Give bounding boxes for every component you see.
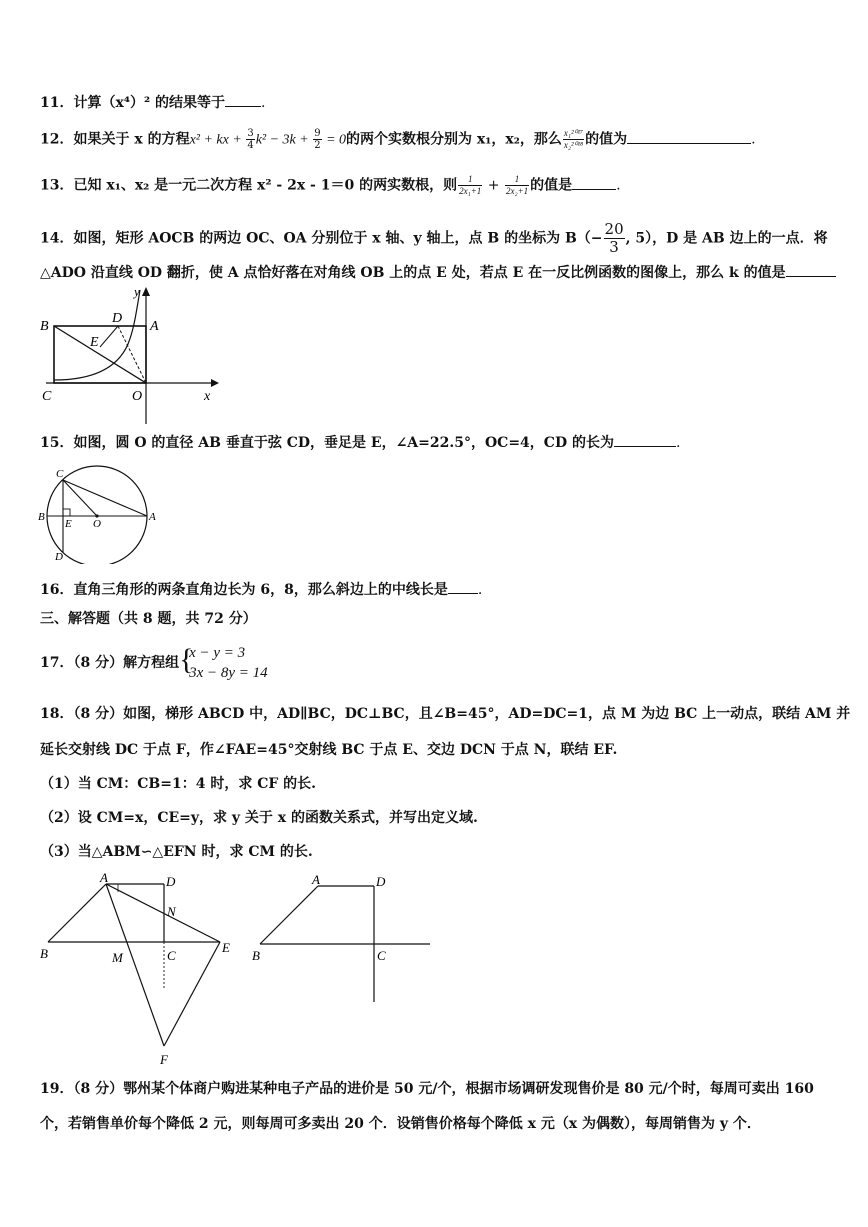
question-16: 16．直角三角形的两条直角边长为 6，8，那么斜边上的中线长是 . — [40, 579, 482, 600]
question-13: 13．已知 x₁、x₂ 是一元二次方程 x² - 2x - 1＝0 的两实数根，则 $\frac{1}{\text{2x₁+1}}$ + $\frac{1}{\text{2x₂+1}}$ 的值是 . — [40, 174, 621, 196]
q11-text: 11．计算（x⁴）² 的结果等于 — [40, 95, 225, 111]
q13-prefix: 13．已知 x₁、x₂ 是一元二次方程 x² - 2x - 1＝0 的两实数根，则 — [40, 177, 458, 194]
q14-label-A: A — [150, 319, 159, 334]
q18f1-label-C: C — [167, 948, 176, 963]
section-3-heading: 三、解答题（共 8 题，共 72 分） — [40, 611, 257, 627]
q15-label-C: C — [56, 468, 64, 480]
q14-figure — [36, 284, 226, 426]
q14-label-O: O — [132, 389, 143, 404]
q18f1-label-E: E — [222, 940, 230, 955]
q18-figure-1 — [36, 870, 246, 1066]
q15-label-D: D — [55, 551, 63, 563]
q13-plus: + — [483, 177, 504, 194]
q18f2-label-B: B — [252, 948, 260, 963]
q16-answer-blank — [448, 579, 478, 594]
q15-label-O: O — [93, 518, 101, 530]
q15-label-E: E — [65, 518, 72, 530]
q14-line2: △ADO 沿直线 OD 翻折，使 A 点恰好落在对角线 OB 上的点 E 处，若点 E 在一反比例函数的图像上，那么 k 的值是 — [40, 265, 786, 281]
q18-line2: 延长交射线 DC 于点 F，作∠FAE=45°交射线 BC 于点 E、交边 DCN 于点 N，联结 EF. — [40, 742, 618, 758]
q12-suffix: 的值为 — [585, 131, 628, 148]
q15-label-A: A — [149, 511, 156, 523]
q14-line1b: , 5），D 是 AB 边上的一点．将 — [625, 230, 828, 247]
q14-answer-blank — [786, 262, 836, 277]
q15-figure — [36, 464, 166, 564]
q18f2-label-C: C — [377, 948, 386, 963]
q12-answer-blank — [627, 129, 751, 144]
q14-label-D: D — [112, 311, 123, 326]
q12-prefix: 12．如果关于 x 的方程 — [40, 131, 190, 148]
q13-frac-a: $\frac{1}{\text{2x₁+1}}$ — [459, 174, 482, 196]
question-14-line1 — [40, 221, 828, 256]
q18f2-label-D: D — [376, 874, 386, 889]
question-12: 12．如果关于 x 的方程x² + kx + $\frac{3}{4}$ k² − 3k + $\frac{9}{2}$ = 0的两个实数根分别为 x₁，x₂，那么 $\frac{\text{x₁²⁰¹⁷}}{\text{x₂²⁰¹⁸}}$ 的值为 . — [40, 128, 756, 151]
q12-eq-b: k² − 3k + — [255, 132, 313, 148]
q12-frac-9-2: $\frac{9}{2}$ — [314, 128, 321, 151]
question-14-line2 — [40, 262, 836, 283]
q11-answer-blank — [225, 92, 261, 107]
q14-label-x: x — [204, 389, 211, 404]
q18f1-label-N: N — [167, 904, 176, 919]
q18f1-label-B: B — [40, 946, 48, 961]
q15-label-B: B — [38, 511, 45, 523]
q14-label-E: E — [90, 335, 99, 350]
question-15: 15．如图，圆 O 的直径 AB 垂直于弦 CD，垂足是 E，∠A=22.5°，OC=4，CD 的长为 . — [40, 432, 680, 453]
q14-label-y: y — [134, 284, 140, 299]
q13-suffix: 的值是 — [530, 177, 573, 194]
q19-line2: 个，若销售单价每个降低 2 元，则每周可多卖出 20 个．设销售价格每个降低 x 元（x 为偶数），每周销售为 y 个． — [40, 1116, 761, 1132]
q14-line1a: 14．如图，矩形 AOCB 的两边 OC、OA 分别位于 x 轴、y 轴上，点 B 的坐标为 B（− — [40, 230, 603, 247]
q14-label-C: C — [42, 389, 52, 404]
q12-frac-3-4: $\frac{3}{4}$ — [247, 128, 254, 151]
q12-eq-a: x² + kx + — [189, 132, 246, 148]
q14-coord-frac: $\frac{20}{3}$ — [604, 220, 624, 256]
q18-figure-2 — [246, 870, 436, 1010]
question-17 — [40, 642, 268, 684]
q18f1-label-A: A — [100, 870, 108, 885]
q15-answer-blank — [614, 432, 676, 447]
q13-frac-b: $\frac{1}{\text{2x₂+1}}$ — [505, 174, 529, 196]
q18-sub3: （3）当△ABM∽△EFN 时，求 CM 的长. — [40, 844, 313, 860]
q19-line1: 19．（8 分）鄂州某个体商户购进某种电子产品的进价是 50 元/个，根据市场调研发现售价是 80 元/个时，每周可卖出 160 — [40, 1081, 814, 1097]
q15-text: 15．如图，圆 O 的直径 AB 垂直于弦 CD，垂足是 E，∠A=22.5°，OC=4，CD 的长为 — [40, 435, 614, 451]
q18-sub1: （1）当 CM：CB=1：4 时，求 CF 的长. — [40, 776, 317, 792]
q18f1-label-D: D — [166, 874, 176, 889]
q17-equation-system: { x − y = 3 3x − 8y = 14 — [179, 643, 268, 681]
question-11: 11．计算（x⁴）² 的结果等于 . — [40, 92, 265, 113]
q14-label-B: B — [40, 319, 49, 334]
q18-sub2: （2）设 CM=x，CE=y，求 y 关于 x 的函数关系式，并写出定义域. — [40, 810, 478, 826]
q16-text: 16．直角三角形的两条直角边长为 6，8，那么斜边上的中线长是 — [40, 582, 448, 598]
q12-middle: 的两个实数根分别为 x₁，x₂，那么 — [346, 131, 562, 148]
q18-line1: 18．（8 分）如图，梯形 ABCD 中，AD∥BC，DC⊥BC，且∠B=45°，AD=DC=1，点 M 为边 BC 上一动点，联结 AM 并 — [40, 706, 851, 722]
q12-frac-x1-x2: $\frac{\text{x₁²⁰¹⁷}}{\text{x₂²⁰¹⁸}}$ — [563, 128, 584, 150]
q12-eq-c: = 0 — [322, 132, 347, 148]
q18f2-label-A: A — [312, 872, 320, 887]
q17-prefix: 17．（8 分）解方程组 — [40, 655, 180, 671]
q18f1-label-F: F — [160, 1052, 168, 1066]
q13-answer-blank — [572, 175, 616, 190]
q18f1-label-M: M — [112, 950, 123, 965]
